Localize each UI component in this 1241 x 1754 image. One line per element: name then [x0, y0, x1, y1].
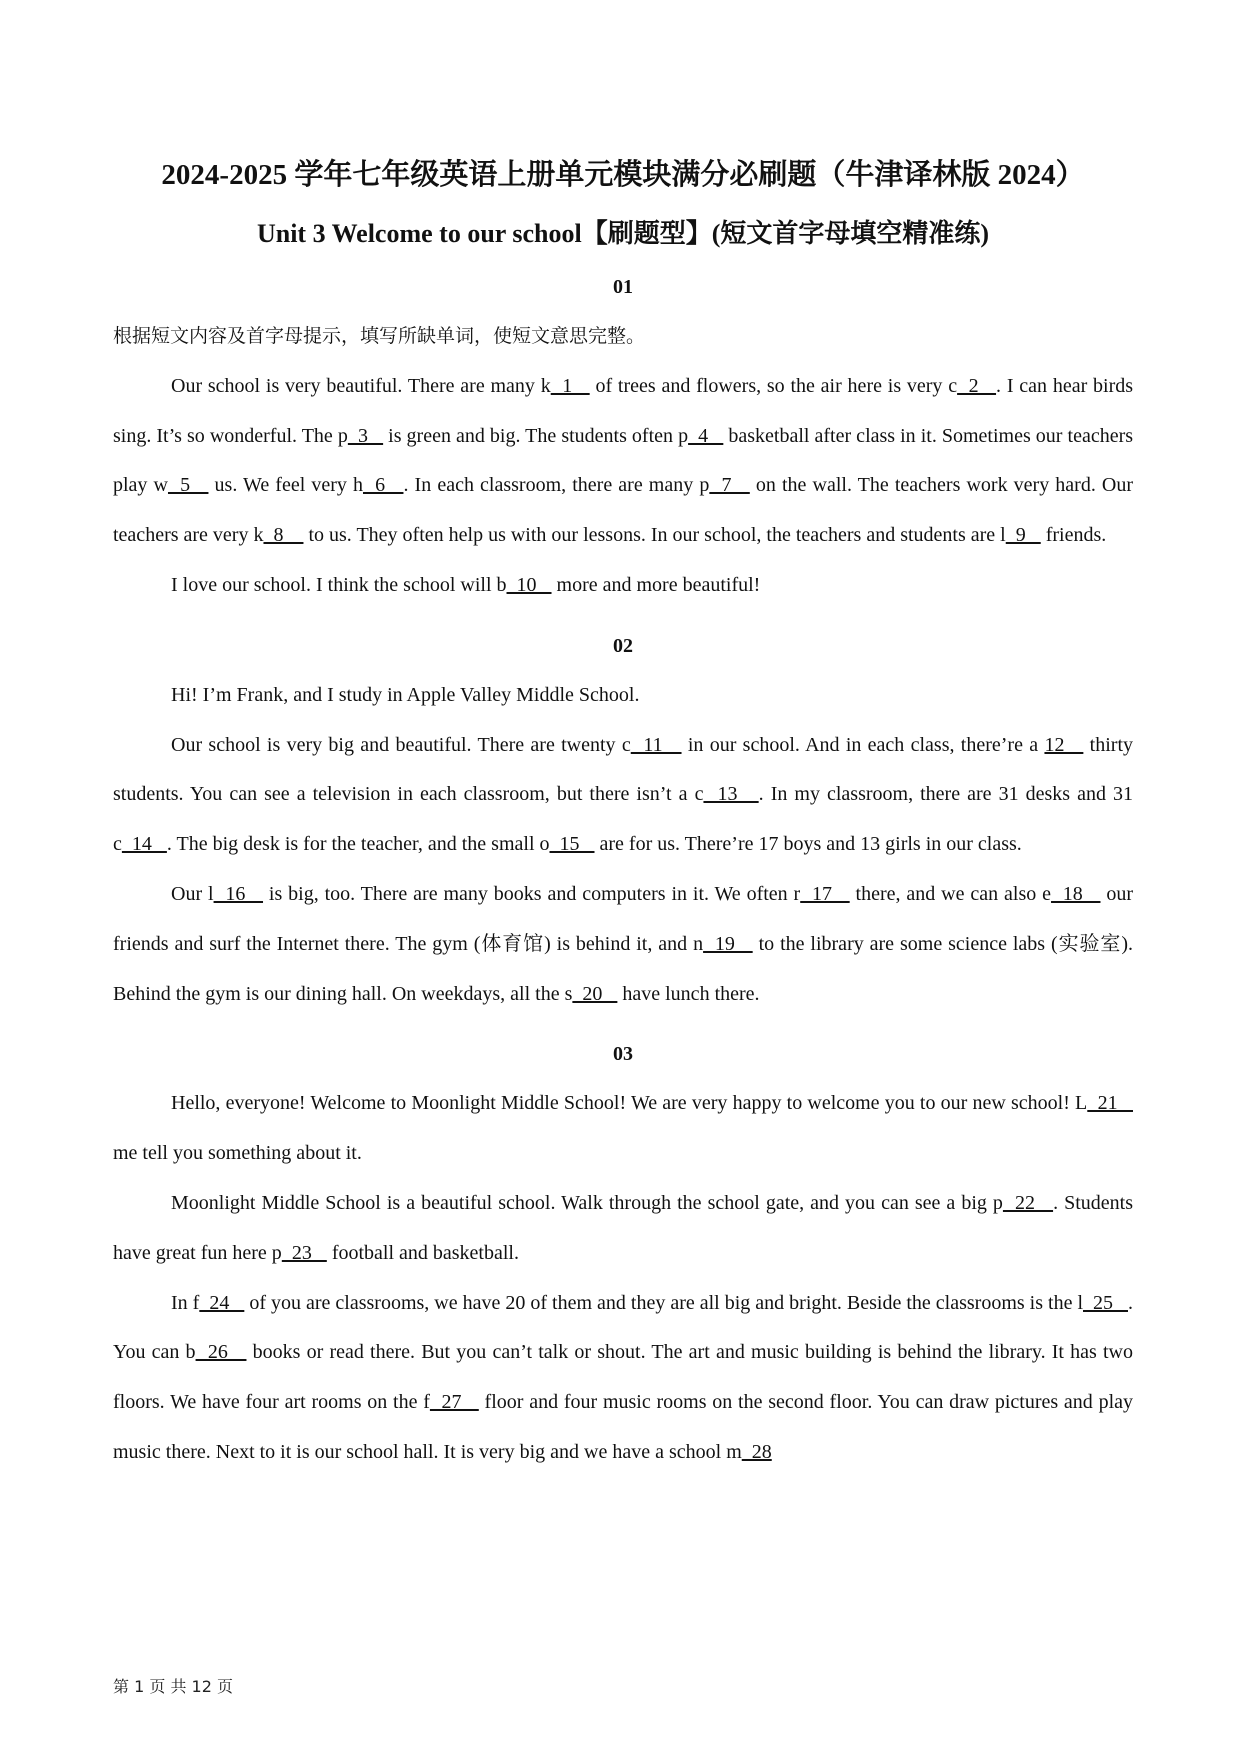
- answer-blank[interactable]: 12: [1044, 733, 1084, 756]
- answer-blank[interactable]: 2: [957, 374, 997, 397]
- answer-blank[interactable]: 18: [1051, 882, 1101, 905]
- answer-blank[interactable]: 20: [572, 982, 618, 1005]
- page-title: 2024-2025 学年七年级英语上册单元模块满分必刷题（牛津译林版 2024）: [161, 159, 1085, 191]
- passage-paragraph: [113, 561, 1133, 611]
- page-footer: 第 1 页 共 12 页: [113, 1677, 233, 1696]
- passage-text: on the wall. The teachers work very hard. Our teachers are very k: [113, 474, 1134, 547]
- answer-blank[interactable]: 3: [347, 424, 384, 447]
- passage-text: floor and four music rooms on the second floor. You can draw pictures and play music there. Next to it is our school hall. It is very big and we have a school m: [113, 1391, 1134, 1463]
- answer-blank[interactable]: 4: [688, 424, 724, 447]
- passage-text: more and more beautiful!: [551, 573, 761, 596]
- passage-text: to us. They often help us with our lessons. In our school, the teachers and students are l: [303, 524, 1006, 547]
- passage-text: our friends and surf the Internet there. The gym (体育馆) is behind it, and n: [113, 882, 1134, 955]
- passage-text: Hello, everyone! Welcome to Moonlight Middle School! We are very happy to welcome you to our new school! L: [171, 1092, 1088, 1115]
- passage-text: are for us. There’re 17 boys and 13 girls in our class.: [594, 833, 1022, 856]
- passage-text: have lunch there.: [617, 982, 760, 1005]
- answer-blank[interactable]: 9: [1005, 524, 1041, 547]
- passage-paragraph: [113, 671, 1133, 721]
- passage-paragraph: [113, 1279, 1133, 1478]
- passage-text: in our school. And in each class, there’re a: [681, 733, 1045, 756]
- section-number: 02: [613, 634, 633, 657]
- answer-blank[interactable]: 27: [429, 1391, 479, 1414]
- section-number: 01: [613, 276, 633, 298]
- passage-paragraph: [113, 1179, 1133, 1279]
- answer-blank[interactable]: 8: [263, 524, 304, 547]
- passage-text: us. We feel very h: [208, 474, 363, 497]
- passage-text: basketball after class in it. Sometimes our teachers play w: [113, 424, 1134, 497]
- answer-blank[interactable]: 10: [506, 573, 552, 596]
- passage-text: . I can hear birds sing. It’s so wonderful. The p: [113, 374, 1134, 447]
- passage-text: In f: [171, 1291, 200, 1314]
- passage-text: Our l: [171, 882, 214, 905]
- answer-blank[interactable]: 15: [549, 833, 595, 856]
- answer-blank[interactable]: 13: [703, 783, 759, 806]
- document-content: [113, 155, 1133, 1478]
- answer-blank[interactable]: 25: [1083, 1291, 1128, 1314]
- page-subtitle: Unit 3 Welcome to our school【刷题型】(短文首字母填空精准练): [256, 219, 990, 248]
- answer-blank[interactable]: 17: [800, 882, 850, 905]
- passage-paragraph: [113, 721, 1133, 870]
- passage-text: . In each classroom, there are many p: [403, 474, 710, 497]
- passage-paragraph: [113, 1079, 1133, 1179]
- passage-text: books or read there. But you can’t talk or shout. The art and music building is behind the library. It has two floors. We have four art rooms on the f: [113, 1341, 1133, 1414]
- exercise-sections: [113, 262, 1133, 1478]
- answer-blank[interactable]: 22: [1002, 1191, 1054, 1214]
- answer-blank[interactable]: 24: [199, 1291, 245, 1314]
- exercise-section: [113, 262, 1133, 611]
- section-number: 03: [613, 1043, 633, 1066]
- passage-text: Our school is very big and beautiful. There are twenty c: [171, 733, 631, 756]
- answer-blank[interactable]: 28: [741, 1440, 772, 1463]
- passage-paragraph: [113, 870, 1133, 1019]
- exercise-section: [113, 1029, 1133, 1477]
- answer-blank[interactable]: 19: [703, 932, 753, 955]
- passage-text: Hi! I’m Frank, and I study in Apple Valley Middle School.: [171, 683, 640, 706]
- passage-text: to the library are some science labs (实验室). Behind the gym is our dining hall. On weekdays, all the s: [113, 932, 1133, 1005]
- passage-paragraph: [113, 362, 1133, 561]
- answer-blank[interactable]: 11: [630, 733, 682, 756]
- answer-blank[interactable]: 16: [213, 882, 264, 905]
- passage-text: football and basketball.: [326, 1241, 519, 1264]
- passage-text: me tell you something about it.: [113, 1142, 362, 1165]
- passage-text: . In my classroom, there are 31 desks and 31 c: [113, 783, 1134, 856]
- answer-blank[interactable]: 21: [1087, 1092, 1133, 1115]
- passage-text: . The big desk is for the teacher, and the small o: [166, 833, 550, 856]
- passage-text: Our school is very beautiful. There are many k: [171, 374, 551, 397]
- passage-text: is big, too. There are many books and computers in it. We often r: [263, 882, 801, 905]
- answer-blank[interactable]: 14: [121, 833, 167, 856]
- answer-blank[interactable]: 23: [281, 1241, 327, 1264]
- exercise-section: [113, 621, 1133, 1020]
- passage-text: . Students have great fun here p: [113, 1191, 1133, 1264]
- passage-text: I love our school. I think the school will b: [171, 573, 507, 596]
- answer-blank[interactable]: 5: [167, 474, 209, 497]
- passage-text: of you are classrooms, we have 20 of them and they are all big and bright. Beside the classrooms is the l: [244, 1291, 1083, 1314]
- passage-text: . You can b: [113, 1291, 1133, 1364]
- answer-blank[interactable]: 26: [195, 1341, 247, 1364]
- passage-text: Moonlight Middle School is a beautiful school. Walk through the school gate, and you can see a big p: [171, 1191, 1003, 1214]
- instruction-text: 根据短文内容及首字母提示，填写所缺单词，使短文意思完整。: [113, 325, 646, 347]
- answer-blank[interactable]: 7: [709, 474, 750, 497]
- passage-text: thirty students. You can see a television in each classroom, but there isn’t a c: [113, 733, 1134, 806]
- answer-blank[interactable]: 6: [363, 474, 404, 497]
- passage-text: friends.: [1040, 524, 1107, 547]
- answer-blank[interactable]: 1: [550, 374, 590, 397]
- passage-text: there, and we can also e: [849, 882, 1052, 905]
- passage-text: of trees and flowers, so the air here is very c: [589, 374, 958, 397]
- passage-text: is green and big. The students often p: [383, 424, 689, 447]
